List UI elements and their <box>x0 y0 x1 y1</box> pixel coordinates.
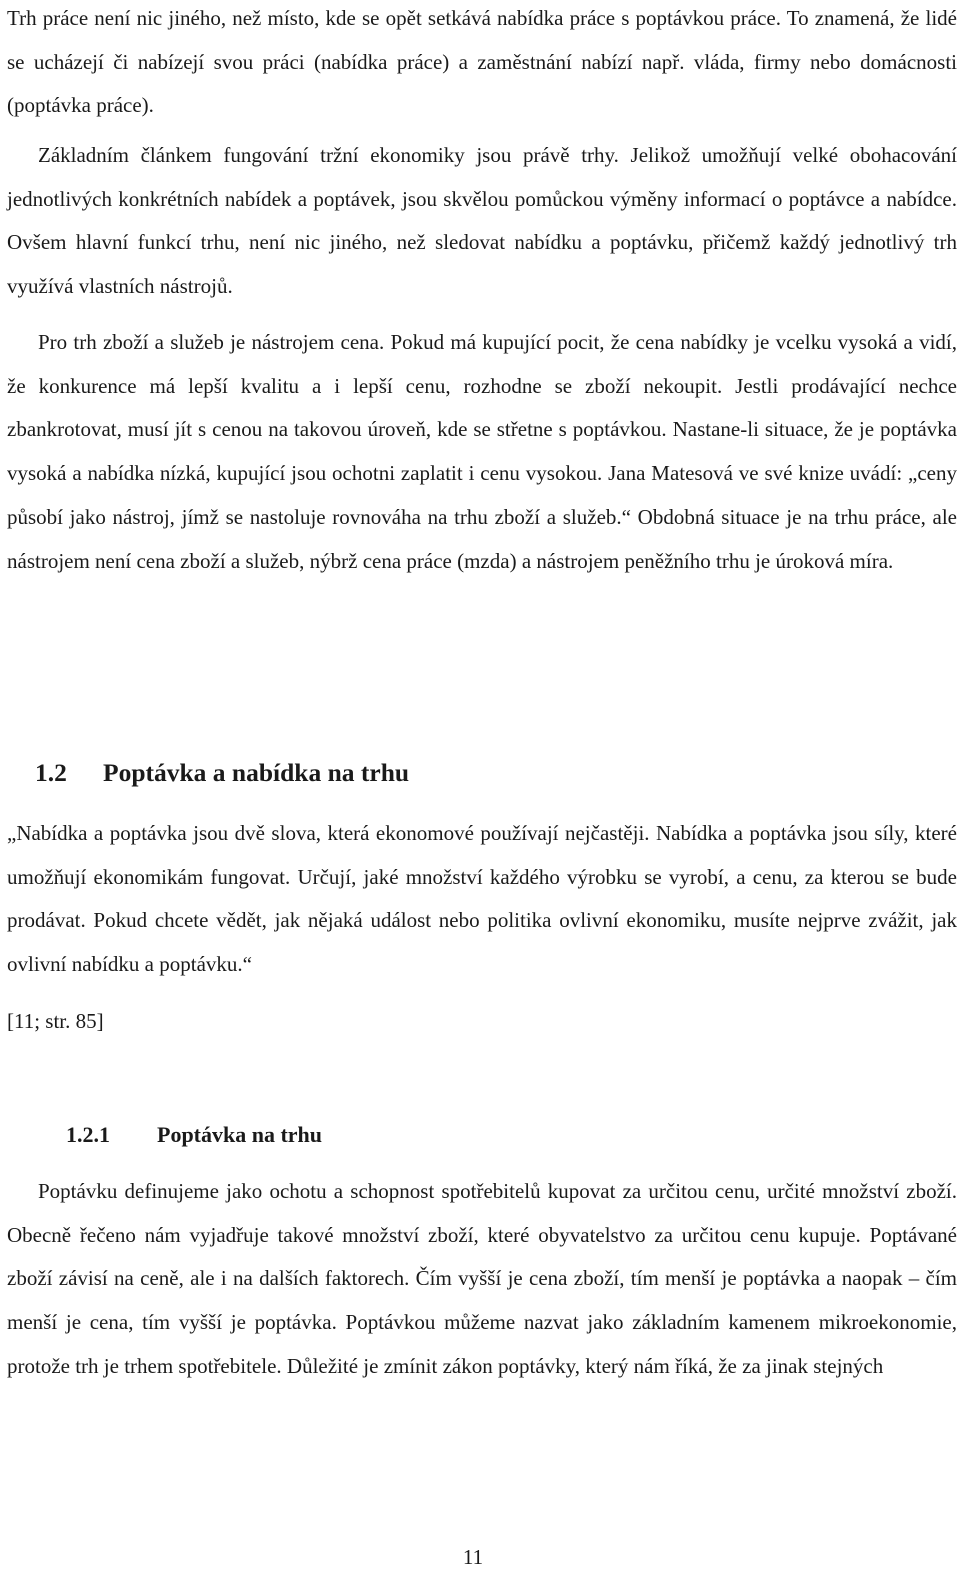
quote-paragraph: „Nabídka a poptávka jsou dvě slova, která ekonomové používají nejčastěji. Nabídka a poptávka jsou síly, které umožňují ekonomikám fungovat. Určují, jaké množství každého výrobku se vyrobí, a cenu, za kterou se bude prodávat. Pokud chcete vědět, jak nějaká událost nebo politika ovlivní ekonomiku, musíte nejprve zvážit, jak ovlivní nabídku a poptávku.“ <box>7 821 957 977</box>
subsection-title: Poptávka na trhu <box>157 1122 323 1147</box>
paragraph-labor-market: Trh práce není nic jiného, než místo, kde se opět setkává nabídka práce s poptávkou práce. To znamená, že lidé se ucházejí či nabízejí svou práci (nabídka práce) a zaměstnání nabízí např. vláda, firmy nebo domácnosti (poptávka práce). <box>7 6 957 118</box>
paragraph-price-instrument: Pro trh zboží a služeb je nástrojem cena. Pokud má kupující pocit, že cena nabídky je vcelku vysoká a vidí, že konkurence má lepší kvalitu a i lepší cenu, rozhodne se zboží nekoupit. Jestli prodávající nechce zbankrotovat, musí jít s cenou na takovou úroveň, kde se střetne s poptávkou. Nastane-li situace, že je poptávka vysoká a nabídka nízká, kupující jsou ochotni zaplatit i cenu vysokou. Jana Matesová ve své knize uvádí: „ceny působí jako nástroj, jímž se nastoluje rovnováha na trhu zboží a služeb.“ Obdobná situace je na trhu práce, ale nástrojem není cena zboží a služeb, nýbrž cena práce (mzda) a nástrojem peněžního trhu je úroková míra. <box>7 330 957 573</box>
citation: [11; str. 85] <box>7 1009 104 1033</box>
subsection-number: 1.2.1 <box>66 1122 110 1147</box>
section-heading <box>35 753 409 793</box>
section-number: 1.2 <box>35 758 67 787</box>
subsection-heading <box>66 1116 322 1154</box>
paragraph-demand-definition: Poptávku definujeme jako ochotu a schopnost spotřebitelů kupovat za určitou cenu, určité množství zboží. Obecně řečeno nám vyjadřuje takové množství zboží, které obyvatelstvo za určitou cenu kupuje. Poptávané zboží závisí na ceně, ale i na dalších faktorech. Čím vyšší je cena zboží, tím menší je poptávka a naopak – čím menší je cena, tím vyšší je poptávka. Poptávkou můžeme nazvat jako základním kamenem mikroekonomie, protože trh je trhem spotřebitele. Důležité je zmínit zákon poptávky, který nám říká, že za jinak stejných <box>7 1179 957 1378</box>
section-title: Poptávka a nabídka na trhu <box>103 758 410 787</box>
page-number: 11 <box>462 1545 484 1569</box>
paragraph-markets: Základním článkem fungování tržní ekonomiky jsou právě trhy. Jelikož umožňují velké obohacování jednotlivých konkrétních nabídek a poptávek, jsou skvělou pomůckou výměny informací o poptávce a nabídce. Ovšem hlavní funkcí trhu, není nic jiného, než sledovat nabídku a poptávku, přičemž každý jednotlivý trh využívá vlastních nástrojů. <box>7 143 957 299</box>
